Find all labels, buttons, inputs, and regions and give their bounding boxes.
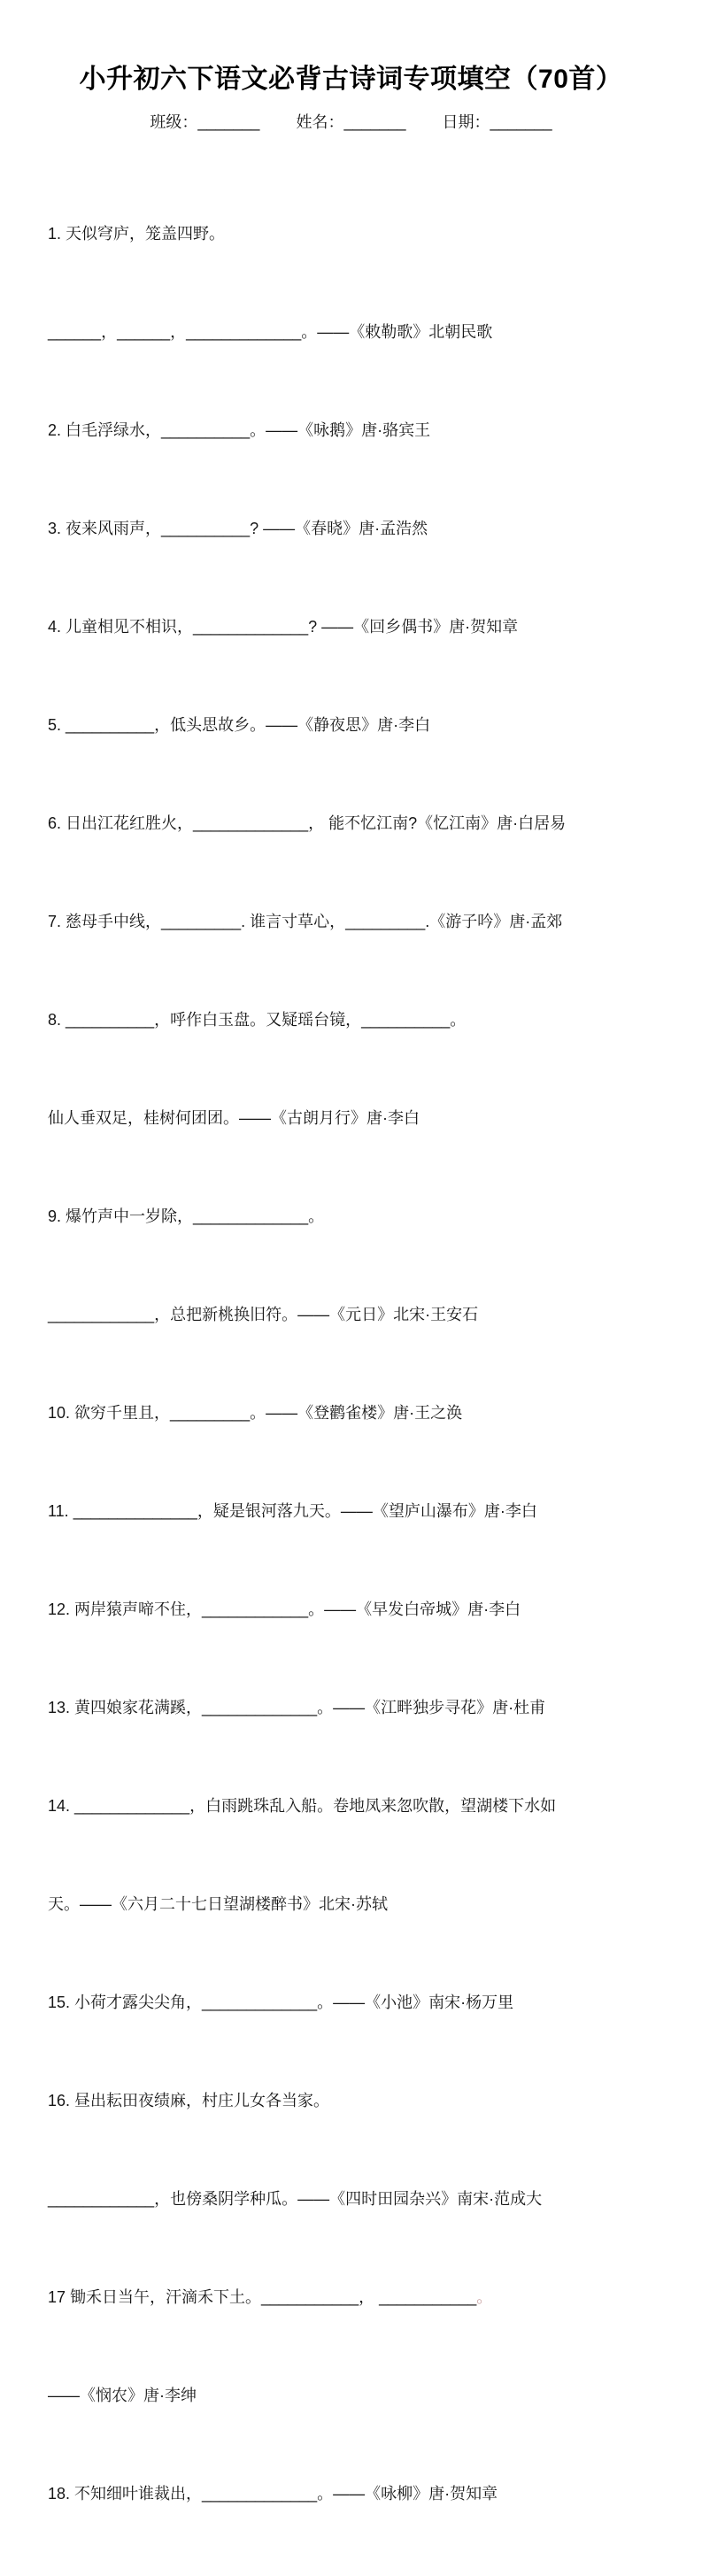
class-field bbox=[150, 110, 259, 133]
poem-line-19: 15. 小荷才露尖尖角，_____________。——《小池》南宋·杨万里 bbox=[48, 1994, 514, 2011]
poem-line-18: 天。——《六月二十七日望湖楼醉书》北宋·苏轼 bbox=[48, 1895, 388, 1913]
poem-line-6: 5. __________，低头思故乡。——《静夜思》唐·李白 bbox=[48, 716, 431, 734]
name-blank-line: _______ bbox=[343, 113, 406, 131]
poem-line-4: 3. 夜来风雨声，__________? ——《春晓》唐·孟浩然 bbox=[48, 520, 428, 537]
poem-line-1: 1. 天似穹庐，笼盖四野。 bbox=[48, 225, 226, 243]
poem-line-22-text: 17 锄禾日当午，汗滴禾下土。___________， ___________ bbox=[48, 2288, 477, 2306]
poem-line-22 bbox=[48, 2281, 654, 2314]
poem-line-7: 6. 日出江花红胜火，_____________， 能不忆江南?《忆江南》唐·白居易 bbox=[48, 814, 567, 832]
date-label: 日期： bbox=[442, 113, 490, 131]
date-field bbox=[443, 110, 552, 133]
class-blank-line: _______ bbox=[197, 113, 260, 131]
poem-line-15: 12. 两岸猿声啼不住，____________。——《早发白帝城》唐·李白 bbox=[48, 1600, 521, 1618]
page-title: 小升初六下语文必背古诗词专项填空（70首） bbox=[79, 65, 623, 94]
poem-line-17: 14. _____________，白雨跳珠乱入船。卷地凤来忽吹散，望湖楼下水如 bbox=[48, 1797, 557, 1815]
name-field bbox=[296, 110, 405, 133]
poem-line-11: 9. 爆竹声中一岁除，_____________。 bbox=[48, 1207, 325, 1225]
poem-line-3: 2. 白毛浮绿水，__________。——《咏鹅》唐·骆宾王 bbox=[48, 421, 431, 439]
name-label: 姓名： bbox=[296, 113, 344, 131]
date-blank-line: _______ bbox=[490, 113, 552, 131]
worksheet-page bbox=[0, 57, 702, 2503]
class-label: 班级： bbox=[150, 113, 198, 131]
poem-line-2: ______，______，_____________。——《敕勒歌》北朝民歌 bbox=[48, 323, 493, 341]
poem-line-20: 16. 昼出耘田夜绩麻，村庄儿女各当家。 bbox=[48, 2092, 330, 2109]
poem-line-5: 4. 儿童相见不相识，_____________? ——《回乡偶书》唐·贺知章 bbox=[48, 618, 519, 636]
student-info-row bbox=[0, 110, 702, 133]
poem-line-8: 7. 慈母手中线，_________. 谁言寸草心，_________.《游子吟》唐·孟郊 bbox=[48, 913, 563, 930]
poem-line-14: 11. ______________，疑是银河落九天。——《望庐山瀑布》唐·李白 bbox=[48, 1502, 537, 1520]
poem-line-13: 10. 欲穷千里且，_________。——《登鹳雀楼》唐·王之涣 bbox=[48, 1404, 463, 1422]
poem-line-24: 18. 不知细叶谁裁出，_____________。——《咏柳》唐·贺知章 bbox=[48, 2485, 498, 2503]
poem-content bbox=[48, 152, 654, 2576]
poem-line-16: 13. 黄四娘家花满蹊，_____________。——《江畔独步寻花》唐·杜甫 bbox=[48, 1699, 546, 1716]
red-period-mark: 。 bbox=[476, 2288, 493, 2306]
poem-line-12: ____________，总把新桃换旧符。——《元日》北宋·王安石 bbox=[48, 1306, 479, 1323]
poem-line-21: ____________，也傍桑阴学种瓜。——《四时田园杂兴》南宋·范成大 bbox=[48, 2190, 543, 2208]
poem-line-9: 8. __________，呼作白玉盘。又疑瑶台镜，__________。 bbox=[48, 1011, 467, 1029]
poem-line-10: 仙人垂双足，桂树何团团。——《古朗月行》唐·李白 bbox=[48, 1109, 420, 1127]
poem-line-23: ——《悯农》唐·李绅 bbox=[48, 2387, 197, 2404]
